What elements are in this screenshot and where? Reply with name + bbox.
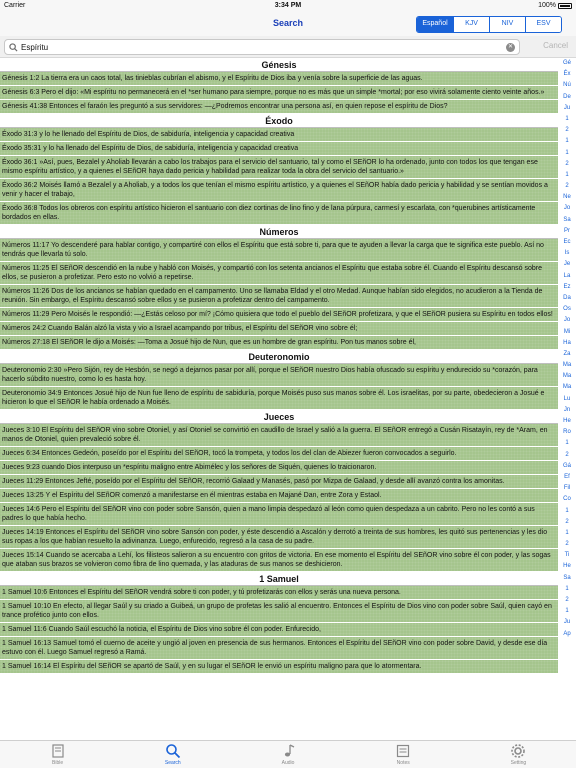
- verse-row[interactable]: Jueces 14:19 Entonces el Espíritu del SEñOR vino sobre Sansón con poder, y éste descendió a Ascalón y derrotó a treinta de sus hombres, les quitó sus pertenencias y les dio sus ropas a los que habían resuelto la adivinanza. Luego, enfurecido, regresó a la casa de su padre.: [0, 526, 558, 549]
- verse-row[interactable]: Números 11:29 Pero Moisés le respondió: —¿Estás celoso por mí? ¡Cómo quisiera que todo el pueblo del SEñOR profetizara, y que el SEñOR pusiera su Espíritu en todos ellos!: [0, 308, 558, 322]
- index-entry[interactable]: Za: [563, 350, 571, 357]
- index-entry[interactable]: Ap: [563, 630, 571, 637]
- index-entry[interactable]: 2: [565, 451, 569, 458]
- index-entry[interactable]: Pr: [564, 227, 570, 234]
- section-header: 1 Samuel: [0, 572, 558, 586]
- index-entry[interactable]: 2: [565, 160, 569, 167]
- index-entry[interactable]: Éx: [563, 71, 571, 78]
- index-entry[interactable]: Is: [564, 250, 570, 257]
- index-entry[interactable]: Ez: [563, 283, 571, 290]
- index-entry[interactable]: Ec: [563, 239, 571, 245]
- index-entry[interactable]: Gá: [562, 462, 571, 469]
- index-entry[interactable]: Ma: [562, 373, 572, 380]
- tab-notes[interactable]: [346, 741, 461, 768]
- navigation-bar: [0, 12, 576, 36]
- tab-bible[interactable]: [0, 741, 115, 768]
- index-entry[interactable]: He: [563, 563, 571, 570]
- verse-row[interactable]: 1 Samuel 11:6 Cuando Saúl escuchó la noticia, el Espíritu de Dios vino sobre él con poder. Enfurecido,: [0, 623, 558, 637]
- index-entry[interactable]: Sa: [563, 216, 571, 223]
- search-bar: [0, 36, 576, 58]
- index-entry[interactable]: Ju: [563, 619, 571, 626]
- index-entry[interactable]: 1: [565, 608, 569, 615]
- verse-row[interactable]: Éxodo 36:1 »Así, pues, Bezalel y Aholiab llevarán a cabo los trabajos para el servicio del santuario, tal y como el SEñOR lo ha ordenado, junto con todos los que tengan ese mismo espíritu artístico, y a quienes el SEñOR haya dado pericia y habilidad para realizar toda la obra del servicio del santuario.»: [0, 156, 558, 179]
- index-entry[interactable]: 2: [565, 597, 569, 603]
- verse-row[interactable]: Números 11:26 Dos de los ancianos se habían quedado en el campamento. Uno se llamaba Eldad y el otro Medad. Aunque habían sido elegidos, no acudieron a la Tienda de reunión. Sin embargo, el Espíritu descansó sobre ellos y se pusieron a profetizar dentro del campamento.: [0, 285, 558, 308]
- index-entry[interactable]: Ju: [563, 104, 571, 111]
- index-entry[interactable]: Da: [563, 294, 571, 301]
- segment-niv[interactable]: NIV: [489, 17, 525, 32]
- verse-row[interactable]: Números 11:25 El SEñOR descendió en la nube y habló con Moisés, y compartió con los setenta ancianos el Espíritu que estaba sobre él. Cuando el Espíritu descansó sobre ellos, se pusieron a profetizar. Pero esto no volvió a repetirse.: [0, 262, 558, 285]
- verse-row[interactable]: Deuteronomio 2:30 »Pero Sijón, rey de Hesbón, se negó a dejarnos pasar por allí, porque el SEñOR nuestro Dios había ofuscado su espíritu y endurecido su *corazón, para hacerlo súbdito nuestro, como lo es hasta hoy.: [0, 364, 558, 387]
- index-entry[interactable]: 2: [565, 127, 569, 134]
- index-entry[interactable]: Ha: [563, 339, 571, 346]
- tab-label: Notes: [396, 760, 410, 766]
- verse-row[interactable]: Génesis 6:3 Pero el dijo: «Mi espíritu no permanecerá en el *ser humano para siempre, porque no es más que un simple *mortal; por eso vivirá solamente ciento veinte años.»: [0, 86, 558, 100]
- verse-row[interactable]: 1 Samuel 16:14 El Espíritu del SEñOR se apartó de Saúl, y en su lugar el SEñOR le envió un espíritu maligno para que lo atormentara.: [0, 660, 558, 674]
- index-entry[interactable]: Je: [563, 261, 571, 268]
- index-entry[interactable]: Ma: [562, 362, 572, 369]
- index-entry[interactable]: 1: [565, 171, 569, 178]
- index-entry[interactable]: 1: [565, 115, 569, 122]
- index-entry[interactable]: 2: [565, 541, 569, 548]
- verse-row[interactable]: Éxodo 36:8 Todos los obreros con espíritu artístico hicieron el santuario con diez cortinas de lino fino y de lana púrpura, carmesí y escarlata, con *querubines artísticamente bordados en ellas.: [0, 202, 558, 225]
- index-entry[interactable]: Ne: [563, 194, 571, 201]
- index-entry[interactable]: He: [563, 418, 571, 424]
- verse-row[interactable]: Jueces 6:34 Entonces Gedeón, poseído por el Espíritu del SEñOR, tocó la trompeta, y todos los del clan de Abiezer fueron convocados a seguirlo.: [0, 447, 558, 461]
- verse-row[interactable]: Números 11:17 Yo descenderé para hablar contigo, y compartiré con ellos el Espíritu que está sobre ti, para que te ayuden a llevar la carga que te significa este pueblo. Así no tendrás que llevarla tú solo.: [0, 239, 558, 262]
- index-entry[interactable]: 1: [565, 585, 569, 592]
- verse-row[interactable]: Génesis 1:2 La tierra era un caos total, las tinieblas cubrían el abismo, y el Espíritu de Dios iba y venía sobre la superficie de las aguas.: [0, 72, 558, 86]
- battery-percent: 100%: [538, 2, 556, 9]
- index-entry[interactable]: Jo: [563, 317, 571, 324]
- clock: 3:34 PM: [274, 2, 302, 9]
- index-entry[interactable]: Ma: [562, 384, 572, 391]
- cancel-button[interactable]: Cancel: [543, 41, 568, 50]
- book-index-bar[interactable]: [558, 58, 576, 740]
- tab-label: Search: [164, 760, 181, 766]
- index-entry[interactable]: 1: [565, 507, 569, 514]
- search-icon: [9, 43, 18, 52]
- index-entry[interactable]: 1: [565, 529, 569, 536]
- index-entry[interactable]: Os: [563, 306, 571, 313]
- verse-row[interactable]: Jueces 14:6 Pero el Espíritu del SEñOR vino con poder sobre Sansón, quien a mano limpia despedazó al león como quien despedaza a un cabrito. Pero no les contó a sus padres lo que había hecho.: [0, 503, 558, 526]
- index-entry[interactable]: Jn: [563, 406, 571, 413]
- verse-row[interactable]: Jueces 9:23 cuando Dios interpuso un *espíritu maligno entre Abimélec y los señores de Siquén, quienes lo traicionaron.: [0, 461, 558, 475]
- section-header: Jueces: [0, 410, 558, 424]
- index-entry[interactable]: Ti: [564, 552, 570, 559]
- tab-audio[interactable]: [230, 741, 345, 768]
- index-entry[interactable]: Co: [563, 496, 571, 503]
- index-entry[interactable]: De: [563, 93, 571, 100]
- verse-row[interactable]: 1 Samuel 10:10 En efecto, al llegar Saúl y su criado a Guibeá, un grupo de profetas les salió al encuentro. Entonces el Espíritu de Dios vino con poder sobre Saúl, quien cayó en trance profético junto con ellos.: [0, 600, 558, 623]
- verse-row[interactable]: Éxodo 35:31 y lo ha llenado del Espíritu de Dios, de sabiduría, inteligencia y capacidad creativa: [0, 142, 558, 156]
- clear-icon[interactable]: ✕: [507, 44, 514, 50]
- verse-row[interactable]: Deuteronomio 34:9 Entonces Josué hijo de Nun fue lleno de espíritu de sabiduría, porque Moisés puso sus manos sobre él. Los israelitas, por su parte, obedecieron a Josué e hicieron lo que el SEñOR le había ordenado a Moisés.: [0, 387, 558, 410]
- translation-selector: [416, 16, 562, 33]
- verse-row[interactable]: Jueces 13:25 Y el Espíritu del SEñOR comenzó a manifestarse en él mientras estaba en Majané Dan, entre Zora y Estaol.: [0, 489, 558, 503]
- magnifier-icon: [165, 743, 181, 759]
- index-entry[interactable]: Fil: [563, 485, 571, 492]
- verse-row[interactable]: Éxodo 31:3 y lo he llenado del Espíritu de Dios, de sabiduría, inteligencia y capacidad creativa: [0, 128, 558, 142]
- verse-row[interactable]: Jueces 15:14 Cuando se acercaba a Lehí, los filisteos salieron a su encuentro con gritos de victoria. En ese momento el Espíritu del SEñOR vino sobre él con poder, y las sogas que ataban sus brazos se volvieron como fibra de lino quemada, y las ataduras de sus manos se deshicieron.: [0, 549, 558, 572]
- tab-setting[interactable]: [461, 741, 576, 768]
- verse-row[interactable]: 1 Samuel 16:13 Samuel tomó el cuerno de aceite y ungió al joven en presencia de sus hermanos. Entonces el Espíritu del SEñOR vino con poder sobre David, y desde ese día estuvo con él. Luego Samuel regresó a Ramá.: [0, 637, 558, 660]
- verse-row[interactable]: 1 Samuel 10:6 Entonces el Espíritu del SEñOR vendrá sobre ti con poder, y tú profetizarás con ellos y serás una nueva persona.: [0, 586, 558, 600]
- search-field[interactable]: [4, 39, 520, 55]
- search-input[interactable]: [21, 41, 501, 53]
- battery-indicator: [538, 2, 572, 9]
- index-entry[interactable]: 1: [565, 440, 569, 447]
- verse-row[interactable]: Jueces 11:29 Entonces Jefté, poseído por el Espíritu del SEñOR, recorrió Galaad y Manasés, pasó por Mizpa de Galaad, y desde allí avanzó contra los amonitas.: [0, 475, 558, 489]
- index-entry[interactable]: 2: [565, 518, 569, 525]
- index-entry[interactable]: Sa: [563, 574, 571, 581]
- notes-icon: [395, 743, 411, 759]
- music-note-icon: [280, 743, 296, 759]
- section-header: Éxodo: [0, 114, 558, 128]
- book-icon: [50, 743, 66, 759]
- tab-search[interactable]: [115, 741, 230, 768]
- battery-icon: [558, 3, 572, 9]
- index-entry[interactable]: Mi: [563, 328, 571, 335]
- verse-row[interactable]: Génesis 41:38 Entonces el faraón les preguntó a sus servidores: —¿Podremos encontrar una persona así, en quien repose el espíritu de Dios?: [0, 100, 558, 114]
- gear-icon: [510, 743, 526, 759]
- segment-esv[interactable]: ESV: [525, 17, 561, 32]
- section-header: Deuteronomio: [0, 350, 558, 364]
- carrier-label: Carrier: [4, 2, 26, 9]
- page-title: Search: [272, 18, 304, 28]
- tab-bar: [0, 740, 576, 768]
- status-bar: [0, 0, 576, 12]
- search-results-list[interactable]: [0, 58, 558, 740]
- tab-label: Setting: [510, 760, 527, 766]
- index-entry[interactable]: Ro: [563, 429, 571, 436]
- index-entry[interactable]: Jo: [563, 205, 571, 212]
- verse-row[interactable]: Éxodo 36:2 Moisés llamó a Bezalel y a Aholiab, y a todos los que tenían el mismo espíritu artístico, y a quienes el SEñOR había dado pericia y habilidad y se sentían movidos a venir y hacer el trabajo,: [0, 179, 558, 202]
- index-entry[interactable]: La: [563, 272, 571, 279]
- index-entry[interactable]: Nú: [563, 82, 571, 89]
- tab-label: Audio: [281, 760, 295, 766]
- index-entry[interactable]: 1: [565, 149, 569, 156]
- section-header: Génesis: [0, 58, 558, 72]
- tab-label: Bible: [52, 760, 64, 766]
- section-header: Números: [0, 225, 558, 239]
- verse-row[interactable]: Jueces 3:10 El Espíritu del SEñOR vino sobre Otoniel, y así Otoniel se convirtió en caudillo de Israel y salió a la guerra. El SEñOR entregó a Cusán Risatayín, rey de *Aram, en manos de Otoniel, quien prevaleció sobre él.: [0, 424, 558, 447]
- segment-español[interactable]: Español: [417, 17, 453, 32]
- verse-row[interactable]: Números 27:18 El SEñOR le dijo a Moisés: —Toma a Josué hijo de Nun, que es un hombre de gran espíritu. Pon tus manos sobre él,: [0, 336, 558, 350]
- verse-row[interactable]: Números 24:2 Cuando Balán alzó la vista y vio a Israel acampando por tribus, el Espíritu del SEñOR vino sobre él;: [0, 322, 558, 336]
- index-entry[interactable]: Lu: [563, 395, 571, 402]
- index-entry[interactable]: Ef: [564, 473, 570, 480]
- index-entry[interactable]: 1: [565, 138, 569, 145]
- index-entry[interactable]: 2: [565, 183, 569, 190]
- index-entry[interactable]: Gé: [562, 60, 571, 66]
- segment-kjv[interactable]: KJV: [453, 17, 489, 32]
